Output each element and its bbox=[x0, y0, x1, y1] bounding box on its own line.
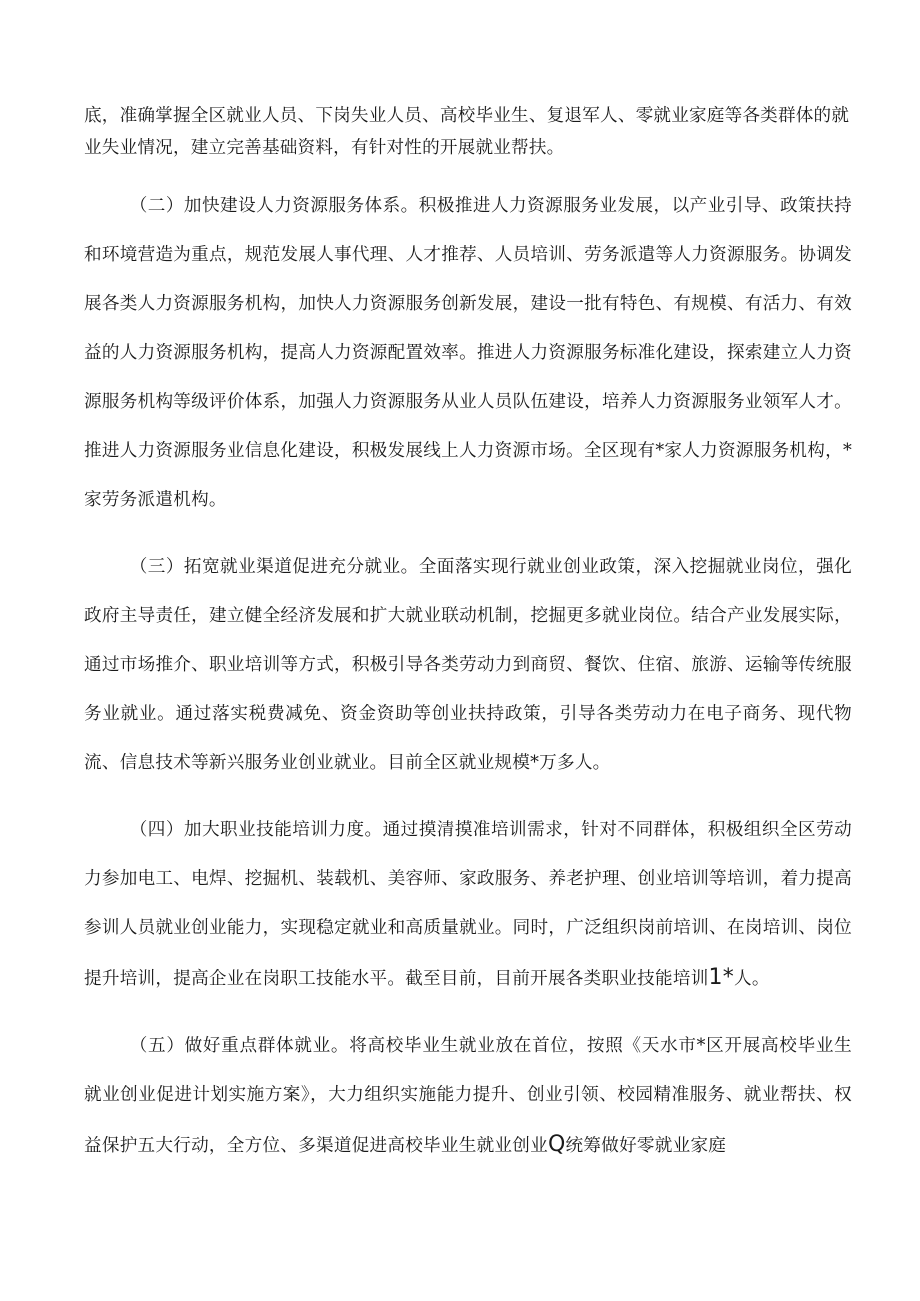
paragraph-employment-channels: （三）拓宽就业渠道促进充分就业。全面落实现行就业创业政策，深入挖掘就业岗位，强化政府主导责任，建立健全经济发展和扩大就业联动机制，挖掘更多就业岗位。结合产业发展实际，通过市场推介、职业培训等方式，积极引导各类劳动力到商贸、餐饮、住宿、旅游、运输等传统服务业就业。通过落实税费减免、资金资助等创业扶持政策，引导各类劳动力在电子商务、现代物流、信息技术等新兴服务业创业就业。目前全区就业规模*万多人。 bbox=[84, 557, 852, 773]
paragraph-intro-continuation: 底，准确掌握全区就业人员、下岗失业人员、高校毕业生、复退军人、零就业家庭等各类群体的就业失业情况，建立完善基础资料，有针对性的开展就业帮扶。 bbox=[84, 106, 850, 158]
skills-training-text: （四）加大职业技能培训力度。通过摸清摸准培训需求，针对不同群体，积极组织全区劳动力参加电工、电焊、挖掘机、装载机、美容师、家政服务、养老护理、创业培训等培训，着力提高参训人员就业创业能力，实现稳定就业和高质量就业。同时，广泛组织岗前培训、在岗培训、岗位提升培训，提高企业在岗职工技能水平。截至目前，目前开展各类职业技能培训 bbox=[84, 820, 852, 989]
training-count-unit: 人。 bbox=[734, 969, 770, 989]
paragraph-key-groups bbox=[84, 1022, 852, 1171]
document-page bbox=[84, 100, 852, 1171]
key-groups-text-tail: 统筹做好零就业家庭 bbox=[565, 1136, 727, 1156]
paragraph-skills-training bbox=[84, 806, 852, 1004]
stray-q-glyph: Q bbox=[547, 1132, 566, 1157]
paragraph-hr-service-system: （二）加快建设人力资源服务体系。积极推进人力资源服务业发展，以产业引导、政策扶持和环境营造为重点，规范发展人事代理、人才推荐、人员培训、劳务派遣等人力资源服务。协调发展各类人力资源服务机构，加快人力资源服务创新发展，建设一批有特色、有规模、有活力、有效益的人力资源服务机构，提高人力资源配置效率。推进人力资源服务标准化建设，探索建立人力资源服务机构等级评价体系，加强人力资源服务从业人员队伍建设，培养人力资源服务业领军人才。推进人力资源服务业信息化建设，积极发展线上人力资源市场。全区现有*家人力资源服务机构，*家劳务派遣机构。 bbox=[84, 196, 852, 510]
training-count: 1* bbox=[708, 965, 735, 990]
key-groups-text: （五）做好重点群体就业。将高校毕业生就业放在首位，按照《天水市*区开展高校毕业生就业创业促进计划实施方案》，大力组织实施能力提升、创业引领、校园精准服务、就业帮扶、权益保护五大行动，全方位、多渠道促进高校毕业生就业创业 bbox=[84, 1036, 852, 1156]
